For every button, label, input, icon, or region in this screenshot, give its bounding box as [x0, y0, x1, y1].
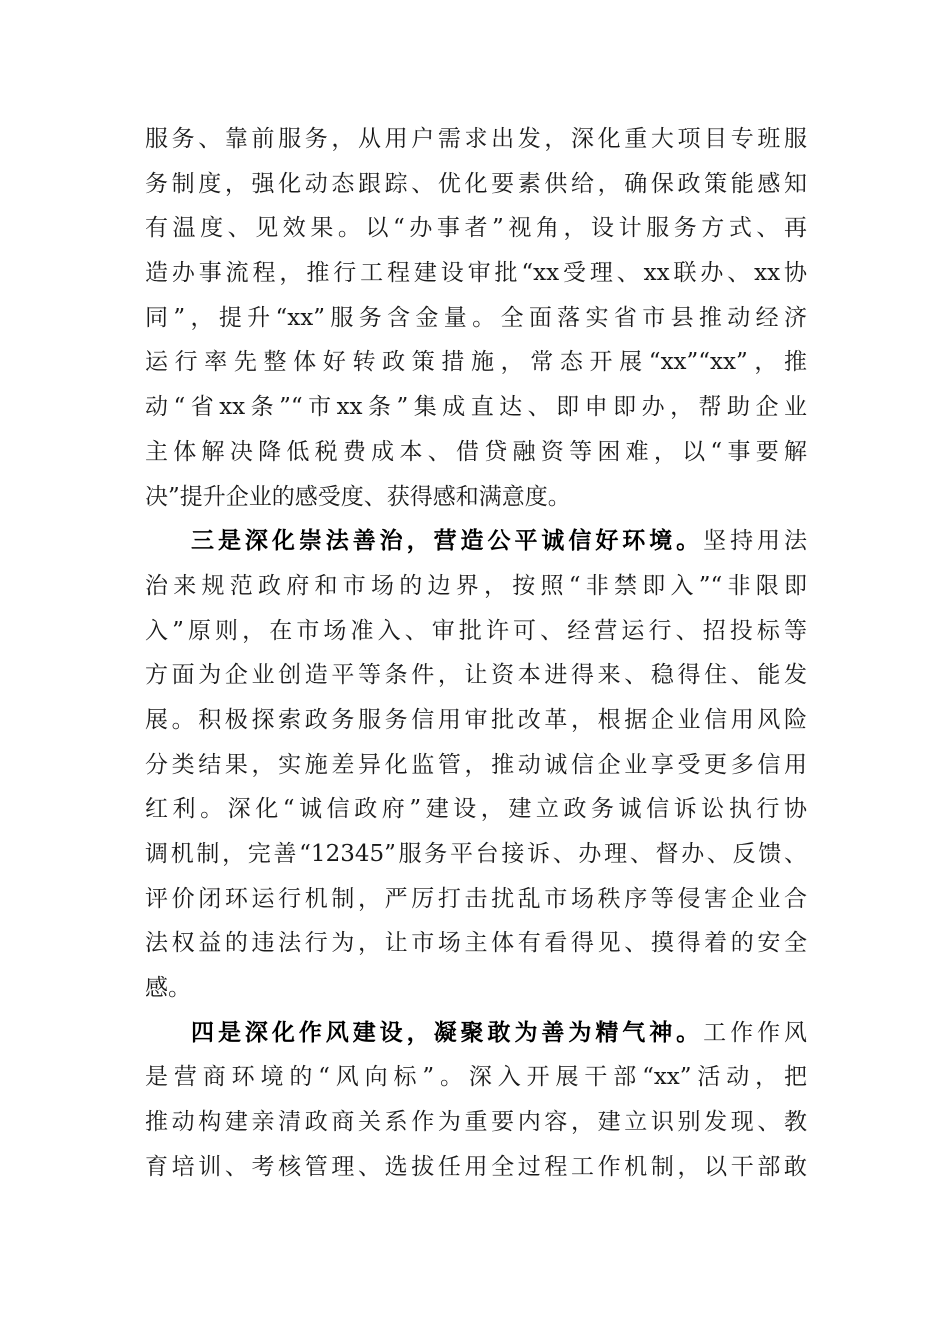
text-line: 评价闭环运行机制，严厉打击扰乱市场秩序等侵害企业合 [145, 885, 807, 912]
paragraph-rule-of-law [145, 519, 807, 1011]
text-line: 是营商环境的“风向标”。深入开展干部“xx”活动，把 [145, 1064, 807, 1091]
text-line: 法权益的违法行为，让市场主体有看得见、摸得着的安全 [145, 930, 807, 957]
text-line: 服务、靠前服务，从用户需求出发，深化重大项目专班服 [145, 126, 807, 152]
text-line [145, 1011, 807, 1056]
paragraph-work-style [145, 1011, 807, 1190]
text-line: 运行率先整体好转政策措施，常态开展“xx”“xx”，推 [145, 349, 807, 376]
text-line: 务制度，强化动态跟踪、优化要素供给，确保政策能感知 [145, 170, 807, 197]
text-line: 动“省xx条”“市xx条”集成直达、即申即办，帮助企业 [145, 394, 807, 421]
text-line: 治来规范政府和市场的边界，按照“非禁即入”“非限即 [145, 572, 807, 599]
text-line [145, 519, 807, 564]
text-line: 同”，提升“xx”服务含金量。全面落实省市县推动经济 [145, 304, 807, 331]
text-line: 分类结果，实施差异化监管，推动诚信企业享受更多信用 [145, 751, 807, 778]
text-line: 展。积极探索政务服务信用审批改革，根据企业信用风险 [145, 706, 807, 733]
text-line: 红利。深化“诚信政府”建设，建立政务诚信诉讼执行协 [145, 796, 807, 823]
text-line: 方面为企业创造平等条件，让资本进得来、稳得住、能发 [145, 662, 807, 689]
text-line: 造办事流程，推行工程建设审批“xx受理、xx联办、xx协 [145, 260, 807, 287]
text-line: 推动构建亲清政商关系作为重要内容，建立识别发现、教 [145, 1109, 807, 1136]
document-page [145, 117, 807, 1190]
text-run: 坚持用法 [703, 528, 808, 555]
text-line: 调机制，完善“12345”服务平台接诉、办理、督办、反馈、 [145, 841, 807, 867]
text-line: 感。 [145, 975, 191, 1002]
text-line: 育培训、考核管理、选拔任用全过程工作机制，以干部敢 [145, 1153, 807, 1180]
paragraph-heading: 四是深化作风建设，凝聚敢为善为精气神。 [191, 1018, 704, 1046]
text-line: 决”提升企业的感受度、获得感和满意度。 [145, 483, 571, 510]
text-line: 入”原则，在市场准入、审批许可、经营运行、招投标等 [145, 617, 807, 644]
paragraph-heading: 三是深化崇法善治，营造公平诚信好环境。 [191, 527, 704, 555]
text-line: 主体解决降低税费成本、借贷融资等困难，以“事要解 [145, 438, 807, 465]
text-run: 工作作风 [703, 1019, 808, 1046]
paragraph-service [145, 117, 807, 519]
text-line: 有温度、见效果。以“办事者”视角，设计服务方式、再 [145, 215, 807, 242]
